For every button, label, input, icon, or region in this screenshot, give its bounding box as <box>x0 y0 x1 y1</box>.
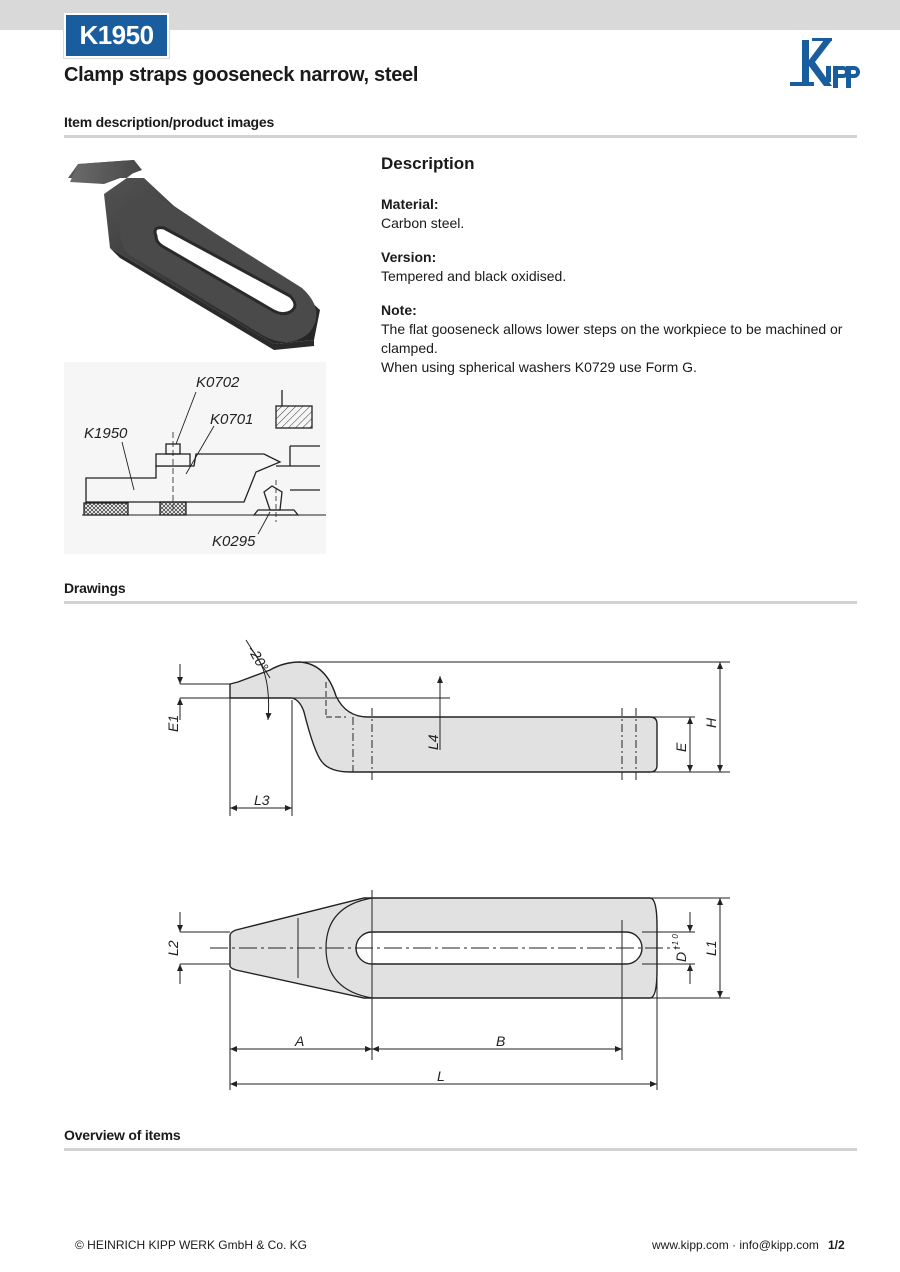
section-rule <box>64 135 857 138</box>
footer-contact[interactable]: www.kipp.com · info@kipp.com <box>652 1238 819 1252</box>
material-block <box>381 195 861 233</box>
label-k1950: K1950 <box>84 425 128 442</box>
version-value: Tempered and black oxidised. <box>381 268 567 284</box>
description-panel <box>381 154 861 392</box>
version-label: Version: <box>381 249 437 265</box>
dim-l4: L4 <box>425 734 441 750</box>
dim-d: D <box>673 951 689 962</box>
dim-e: E <box>673 742 689 752</box>
footer-page-number: 1/2 <box>828 1238 845 1252</box>
note-block <box>381 301 861 377</box>
kipp-logo <box>782 36 860 92</box>
product-photo <box>64 150 326 362</box>
description-heading: Description <box>381 154 475 173</box>
dim-l3: L3 <box>254 792 270 808</box>
dim-e1: E1 <box>165 714 181 732</box>
dim-l: L <box>437 1068 445 1084</box>
section-item-description: Item description/product images <box>64 114 275 130</box>
dim-l2: L2 <box>165 940 181 956</box>
material-value: Carbon steel. <box>381 215 465 231</box>
section-overview: Overview of items <box>64 1127 181 1143</box>
assembly-sketch <box>64 362 326 554</box>
dim-a: A <box>295 1033 305 1049</box>
dim-b: B <box>496 1033 506 1049</box>
footer-copyright: © HEINRICH KIPP WERK GmbH & Co. KG <box>75 1238 307 1252</box>
material-label: Material: <box>381 196 439 212</box>
dim-d-tolerance: +1 0 <box>671 934 680 950</box>
label-k0701: K0701 <box>210 411 254 428</box>
label-k0702: K0702 <box>196 374 240 391</box>
note-line-2: When using spherical washers K0729 use Form G. <box>381 359 697 375</box>
item-code-badge: K1950 <box>64 13 169 58</box>
dim-angle: 20° <box>247 647 272 674</box>
section-rule <box>64 1148 857 1151</box>
note-label: Note: <box>381 302 417 318</box>
section-rule <box>64 601 857 604</box>
page-title: Clamp straps gooseneck narrow, steel <box>64 64 419 86</box>
note-line-1: The flat gooseneck allows lower steps on the workpiece to be machined or clamped. <box>381 321 843 356</box>
label-k0295: K0295 <box>212 533 256 550</box>
section-drawings: Drawings <box>64 580 126 596</box>
version-block <box>381 248 861 286</box>
dim-l1: L1 <box>703 940 719 956</box>
technical-drawing <box>150 620 750 1100</box>
dim-h: H <box>703 717 719 728</box>
